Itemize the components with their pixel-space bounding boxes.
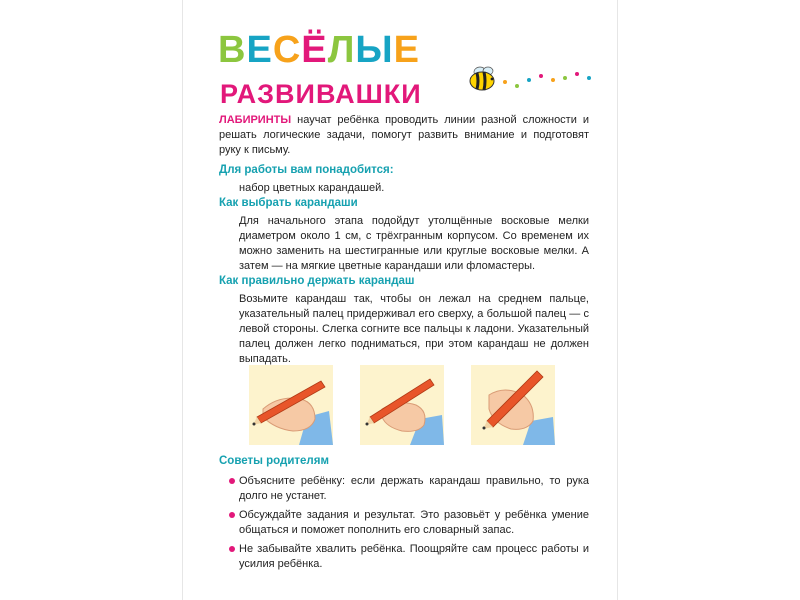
tip-text: Обсуждайте задания и результат. Это разовьёт у ребёнка умение общаться и поможет пополнить его словарный запас. <box>239 509 589 536</box>
section-text-need: набор цветных карандашей. <box>239 182 385 194</box>
section-heading-choose: Как выбрать карандаши <box>219 197 358 209</box>
logo-letter: Ы <box>355 29 394 71</box>
section-heading-need: Для работы вам понадобится: <box>219 164 394 176</box>
section-heading-hold: Как правильно держать карандаш <box>219 275 415 287</box>
hand-illustration <box>360 365 444 445</box>
logo-letter: Л <box>327 29 356 71</box>
bee-decoration <box>465 64 595 94</box>
bullet-icon <box>229 478 235 484</box>
intro-text: научат ребёнка проводить линии разной сложности и решать логические задачи, помогут развить внимание и подготовят руку к письму. <box>219 114 589 156</box>
logo-title-line1 <box>218 30 420 70</box>
hand-holding-pencil-icon <box>471 365 555 445</box>
logo-letter: Е <box>246 29 273 71</box>
intro-highlight: ЛАБИРИНТЫ <box>219 114 292 126</box>
logo <box>218 29 422 110</box>
logo-letter: Е <box>393 29 420 71</box>
section-text-hold: Возьмите карандаш так, чтобы он лежал на среднем пальце, указательный палец придерживал его сверху, а большой палец — с левой стороны. Слегка согните все пальцы к ладони. Указательный палец должен легко подниматься, при этом карандаш не должен выпадать. <box>239 293 589 365</box>
section-heading-tips: Советы родителям <box>219 455 329 467</box>
hand-illustrations <box>249 365 559 445</box>
bullet-icon <box>229 512 235 518</box>
hand-holding-pencil-icon <box>249 365 333 445</box>
section-text-choose: Для начального этапа подойдут утолщённые восковые мелки диаметром около 1 см, с трёхгранным корпусом. Со временем их можно заменить на шестигранные или круглые восковые мелки. А затем — на мягкие цветные карандаши или фломастеры. <box>239 215 589 272</box>
logo-letter: Ё <box>301 29 328 71</box>
intro-paragraph <box>219 113 589 158</box>
tip-item <box>239 474 589 504</box>
tip-text: Не забывайте хвалить ребёнка. Поощряйте сам процесс работы и усилия ребёнка. <box>239 543 589 570</box>
tip-item <box>239 508 589 538</box>
book-page <box>183 0 617 600</box>
logo-title-line2: РАЗВИВАШКИ <box>220 79 422 109</box>
hand-illustration <box>471 365 555 445</box>
bullet-icon <box>229 546 235 552</box>
hand-holding-pencil-icon <box>360 365 444 445</box>
tip-text: Объясните ребёнку: если держать карандаш правильно, то рука долго не устанет. <box>239 475 589 502</box>
tip-item <box>239 542 589 572</box>
logo-letter: С <box>272 29 302 71</box>
hand-illustration <box>249 365 333 445</box>
logo-letter: В <box>218 29 247 71</box>
